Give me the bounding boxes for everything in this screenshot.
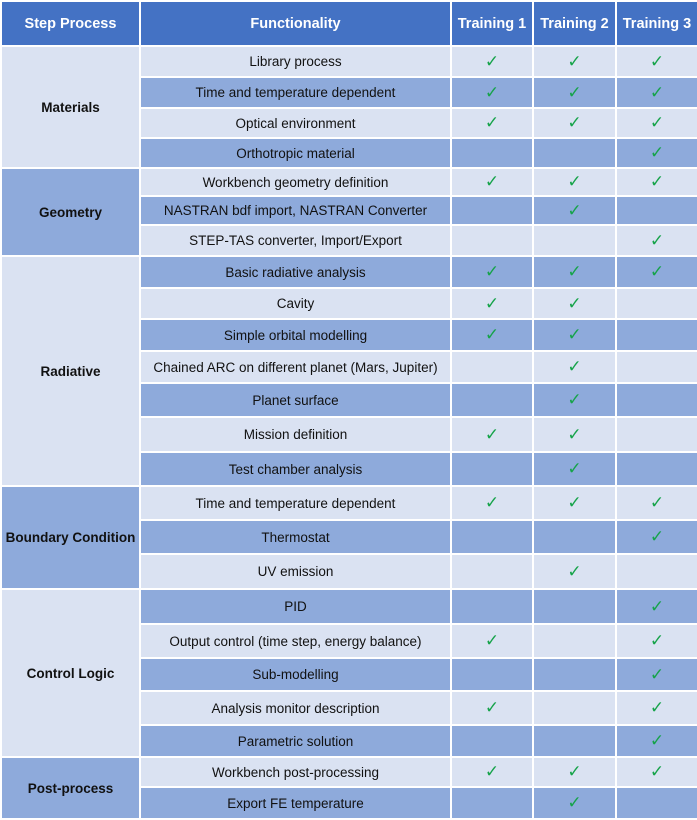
checkmark-icon: ✓ [567,561,582,582]
training-1-cell [451,589,533,624]
training-3-cell [616,691,697,725]
checkmark-icon: ✓ [484,293,500,314]
step-process-cell: Control Logic [1,589,140,757]
training-1-cell [451,77,533,108]
checkmark-icon: ✓ [567,82,582,103]
training-2-cell [533,520,616,554]
training-1-cell [451,658,533,691]
table-row [1,46,697,77]
training-3-cell [616,757,697,787]
checkmark-icon: ✓ [567,793,582,813]
training-1-cell [451,256,533,288]
functionality-cell: Workbench post-processing [140,757,451,787]
training-3-cell [616,624,697,658]
training-2-cell [533,168,616,196]
training-2-cell [533,138,616,168]
training-1-cell [451,417,533,452]
training-2-cell [533,787,616,819]
functionality-cell: Test chamber analysis [140,452,451,486]
training-1-cell [451,46,533,77]
checkmark-icon: ✓ [649,698,665,718]
step-process-cell: Geometry [1,168,140,256]
functionality-cell: Export FE temperature [140,787,451,819]
training-3-cell [616,77,697,108]
functionality-cell: NASTRAN bdf import, NASTRAN Converter [140,196,451,225]
training-2-cell [533,108,616,138]
step-process-cell: Post-process [1,757,140,819]
training-1-cell [451,108,533,138]
training-2-cell [533,554,616,589]
checkmark-icon: ✓ [484,424,500,445]
checkmark-icon: ✓ [484,493,500,513]
training-2-cell [533,319,616,351]
training-1-cell [451,520,533,554]
training-2-cell [533,624,616,658]
table-row [1,589,697,624]
checkmark-icon: ✓ [484,262,500,282]
checkmark-icon: ✓ [484,698,500,718]
training-3-cell [616,225,697,256]
checkmark-icon: ✓ [484,325,500,345]
checkmark-icon: ✓ [484,113,500,133]
training-1-cell [451,138,533,168]
functionality-cell: PID [140,589,451,624]
functionality-cell: Thermostat [140,520,451,554]
checkmark-icon: ✓ [484,51,500,72]
header-training-1: Training 1 [451,1,533,46]
header-training-3: Training 3 [616,1,697,46]
training-2-cell [533,417,616,452]
functionality-cell: Library process [140,46,451,77]
training-1-cell [451,691,533,725]
checkmark-icon: ✓ [649,143,665,163]
training-1-cell [451,383,533,417]
training-1-cell [451,319,533,351]
training-3-cell [616,168,697,196]
training-3-cell [616,589,697,624]
checkmark-icon: ✓ [649,230,665,251]
checkmark-icon: ✓ [567,262,582,282]
checkmark-icon: ✓ [649,596,665,617]
checkmark-icon: ✓ [567,493,582,513]
training-3-cell [616,725,697,757]
step-process-cell: Boundary Condition [1,486,140,589]
training-1-cell [451,196,533,225]
checkmark-icon: ✓ [567,325,582,345]
functionality-cell: Cavity [140,288,451,319]
training-1-cell [451,351,533,383]
checkmark-icon: ✓ [567,357,582,377]
functionality-cell: Analysis monitor description [140,691,451,725]
checkmark-icon: ✓ [567,459,582,479]
training-3-cell [616,787,697,819]
checkmark-icon: ✓ [567,51,582,72]
checkmark-icon: ✓ [484,631,500,651]
training-3-cell [616,554,697,589]
header-functionality: Functionality [140,1,451,46]
checkmark-icon: ✓ [649,172,665,192]
training-1-cell [451,624,533,658]
training-3-cell [616,138,697,168]
table-body [1,46,697,819]
training-3-cell [616,196,697,225]
checkmark-icon: ✓ [649,51,665,72]
checkmark-icon: ✓ [484,172,500,192]
checkmark-icon: ✓ [567,390,582,410]
functionality-cell: Parametric solution [140,725,451,757]
step-process-cell: Radiative [1,256,140,486]
training-1-cell [451,288,533,319]
training-2-cell [533,225,616,256]
functionality-cell: Basic radiative analysis [140,256,451,288]
training-3-cell [616,288,697,319]
checkmark-icon: ✓ [649,664,665,685]
training-2-cell [533,658,616,691]
training-2-cell [533,351,616,383]
checkmark-icon: ✓ [649,493,665,513]
training-3-cell [616,383,697,417]
checkmark-icon: ✓ [484,82,500,103]
table-row [1,256,697,288]
checkmark-icon: ✓ [567,172,582,192]
checkmark-icon: ✓ [567,200,582,221]
functionality-cell: Time and temperature dependent [140,486,451,520]
checkmark-icon: ✓ [649,631,665,651]
functionality-cell: Time and temperature dependent [140,77,451,108]
step-process-cell: Materials [1,46,140,168]
training-3-cell [616,452,697,486]
training-3-cell [616,108,697,138]
training-2-cell [533,196,616,225]
checkmark-icon: ✓ [649,82,665,103]
training-1-cell [451,757,533,787]
training-2-cell [533,452,616,486]
functionality-cell: Mission definition [140,417,451,452]
functionality-cell: Planet surface [140,383,451,417]
functionality-cell: Optical environment [140,108,451,138]
training-1-cell [451,486,533,520]
functionality-cell: Output control (time step, energy balance) [140,624,451,658]
training-2-cell [533,46,616,77]
functionality-cell: Simple orbital modelling [140,319,451,351]
checkmark-icon: ✓ [567,113,582,133]
training-2-cell [533,288,616,319]
table-row [1,168,697,196]
checkmark-icon: ✓ [649,762,665,782]
checkmark-icon: ✓ [649,113,665,133]
checkmark-icon: ✓ [567,424,582,445]
training-3-cell [616,351,697,383]
training-1-cell [451,168,533,196]
functionality-cell: Workbench geometry definition [140,168,451,196]
training-1-cell [451,725,533,757]
functionality-cell: STEP-TAS converter, Import/Export [140,225,451,256]
training-2-cell [533,77,616,108]
header-row [1,1,697,46]
training-2-cell [533,757,616,787]
training-3-cell [616,256,697,288]
checkmark-icon: ✓ [567,293,582,314]
training-3-cell [616,319,697,351]
training-3-cell [616,520,697,554]
training-3-cell [616,46,697,77]
training-2-cell [533,589,616,624]
training-3-cell [616,486,697,520]
training-2-cell [533,486,616,520]
training-2-cell [533,725,616,757]
training-2-cell [533,256,616,288]
table-row [1,486,697,520]
checkmark-icon: ✓ [484,762,500,782]
header-training-2: Training 2 [533,1,616,46]
checkmark-icon: ✓ [649,731,665,751]
training-2-cell [533,383,616,417]
checkmark-icon: ✓ [567,762,582,782]
functionality-cell: Orthotropic material [140,138,451,168]
training-3-cell [616,658,697,691]
training-1-cell [451,554,533,589]
checkmark-icon: ✓ [649,262,665,282]
training-2-cell [533,691,616,725]
functionality-cell: Chained ARC on different planet (Mars, Jupiter) [140,351,451,383]
functionality-cell: Sub-modelling [140,658,451,691]
table-row [1,757,697,787]
training-1-cell [451,225,533,256]
training-1-cell [451,452,533,486]
training-1-cell [451,787,533,819]
training-3-cell [616,417,697,452]
functionality-cell: UV emission [140,554,451,589]
checkmark-icon: ✓ [649,527,665,547]
header-step-process: Step Process [1,1,140,46]
